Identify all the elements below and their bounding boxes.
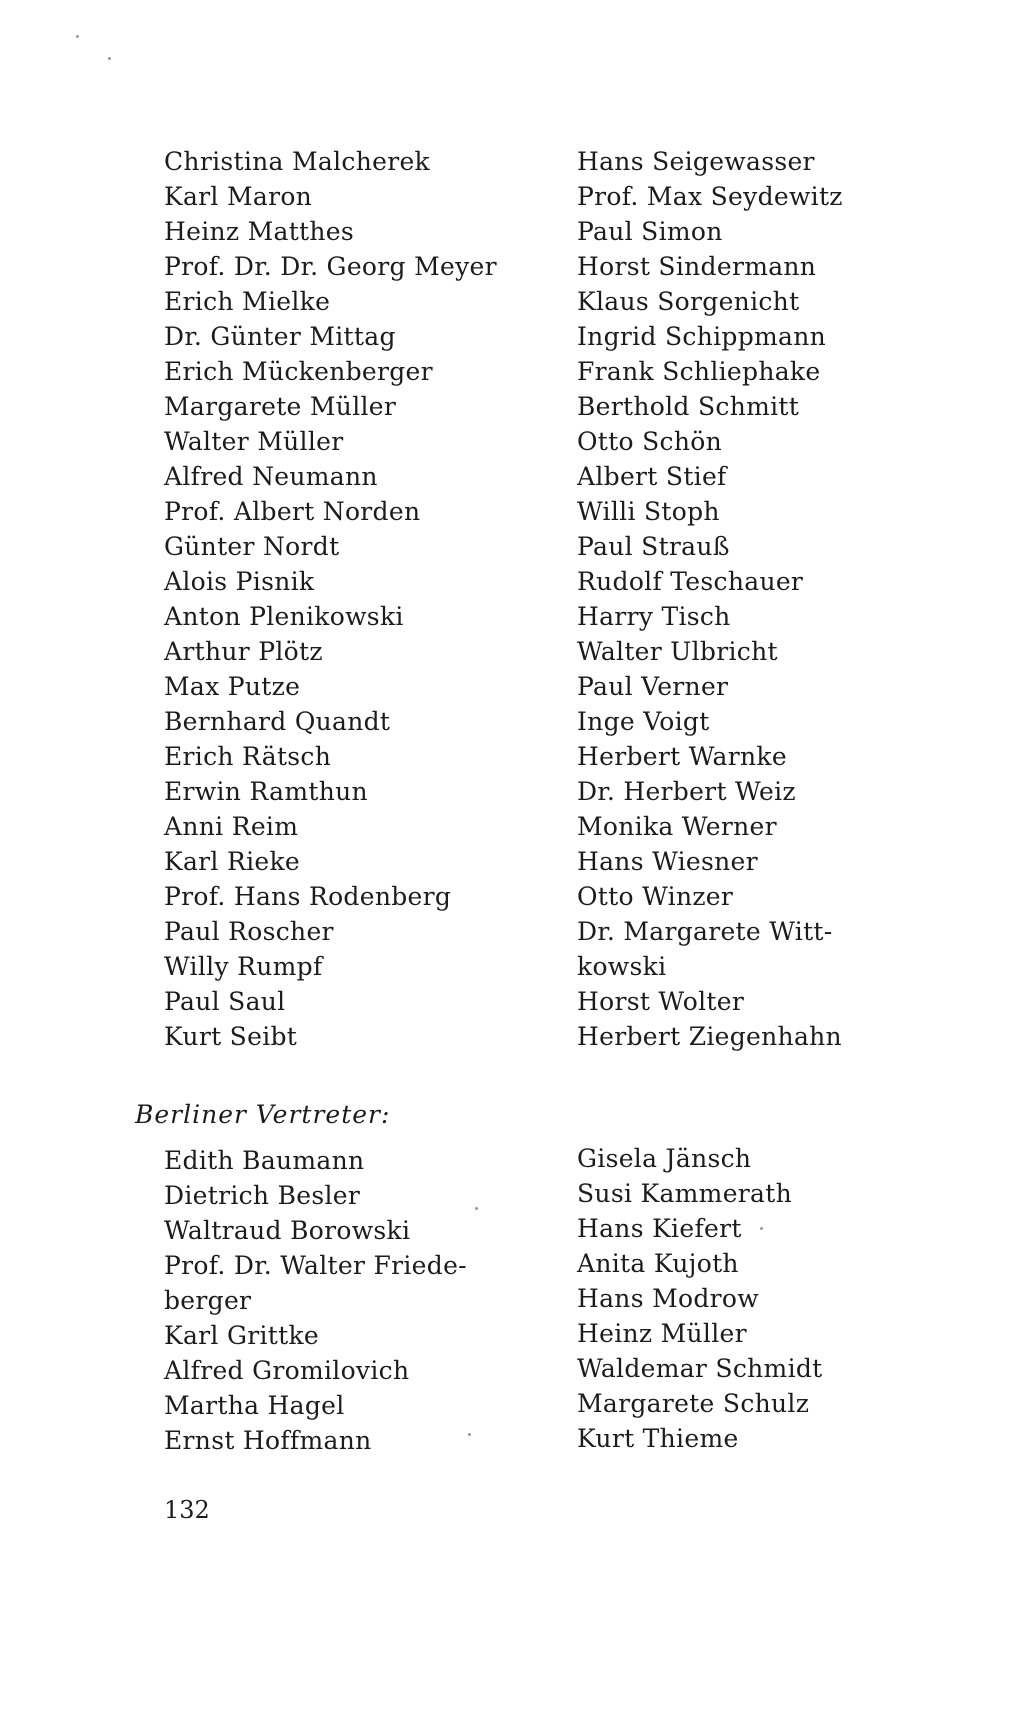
name-entry: Margarete Müller — [164, 392, 397, 421]
name-entry: Erich Rätsch — [164, 742, 332, 771]
name-entry: Horst Wolter — [577, 987, 745, 1016]
name-entry: Karl Grittke — [164, 1321, 320, 1350]
name-entry: Anni Reim — [164, 812, 299, 841]
name-entry: Willy Rumpf — [164, 952, 323, 981]
name-entry: Paul Saul — [164, 987, 286, 1016]
name-entry: Kurt Thieme — [577, 1424, 739, 1453]
page-number: 132 — [164, 1496, 210, 1524]
name-entry: Albert Stief — [577, 462, 727, 491]
name-entry: Waltraud Borowski — [164, 1216, 411, 1245]
name-entry: Martha Hagel — [164, 1391, 345, 1420]
name-entry: Arthur Plötz — [164, 637, 323, 666]
name-entry: Horst Sindermann — [577, 252, 817, 281]
name-entry: Karl Rieke — [164, 847, 301, 876]
berlin-right-name-column — [577, 1141, 823, 1456]
name-entry: Hans Seigewasser — [577, 147, 815, 176]
name-entry: Dr. Herbert Weiz — [577, 777, 796, 806]
top-right-name-column — [577, 144, 843, 1054]
name-entry: Anton Plenikowski — [164, 602, 404, 631]
top-left-name-column — [164, 144, 497, 1054]
name-entry: Günter Nordt — [164, 532, 340, 561]
name-entry: Harry Tisch — [577, 602, 731, 631]
scan-speck — [76, 35, 79, 38]
berlin-section-heading: Berliner Vertreter: — [135, 1100, 391, 1129]
name-entry: Susi Kammerath — [577, 1179, 792, 1208]
name-entry: Hans Wiesner — [577, 847, 758, 876]
name-entry: Walter Ulbricht — [577, 637, 778, 666]
name-entry: Heinz Matthes — [164, 217, 355, 246]
name-entry: Hans Kiefert — [577, 1214, 742, 1243]
name-entry: Waldemar Schmidt — [577, 1354, 823, 1383]
name-entry: Erich Mückenberger — [164, 357, 433, 386]
name-entry: Erich Mielke — [164, 287, 331, 316]
name-entry: Rudolf Teschauer — [577, 567, 804, 596]
name-entry: Karl Maron — [164, 182, 313, 211]
name-entry: Alfred Gromilovich — [164, 1356, 410, 1385]
name-entry: Ingrid Schippmann — [577, 322, 827, 351]
name-entry: Paul Verner — [577, 672, 729, 701]
name-entry: Gisela Jänsch — [577, 1144, 752, 1173]
name-entry: Herbert Ziegenhahn — [577, 1022, 842, 1051]
name-entry: Berthold Schmitt — [577, 392, 800, 421]
name-entry: Hans Modrow — [577, 1284, 759, 1313]
name-entry: Monika Werner — [577, 812, 777, 841]
name-entry: Bernhard Quandt — [164, 707, 391, 736]
name-entry: Herbert Warnke — [577, 742, 787, 771]
name-entry: Heinz Müller — [577, 1319, 747, 1348]
name-entry: Alfred Neumann — [164, 462, 378, 491]
name-entry: kowski — [577, 952, 667, 981]
name-entry: Klaus Sorgenicht — [577, 287, 800, 316]
name-entry: Walter Müller — [164, 427, 344, 456]
scan-speck — [108, 57, 111, 60]
name-entry: Inge Voigt — [577, 707, 710, 736]
name-entry: Alois Pisnik — [164, 567, 315, 596]
name-entry: Ernst Hoffmann — [164, 1426, 372, 1455]
name-entry: Paul Simon — [577, 217, 723, 246]
name-entry: Anita Kujoth — [577, 1249, 739, 1278]
name-entry: Prof. Max Seydewitz — [577, 182, 843, 211]
name-entry: Frank Schliephake — [577, 357, 821, 386]
name-entry: Christina Malcherek — [164, 147, 430, 176]
name-entry: Prof. Dr. Walter Friede- — [164, 1251, 467, 1280]
name-entry: Margarete Schulz — [577, 1389, 810, 1418]
name-entry: Erwin Ramthun — [164, 777, 368, 806]
name-entry: Paul Strauß — [577, 532, 730, 561]
berlin-left-name-column — [164, 1143, 467, 1458]
name-entry: berger — [164, 1286, 252, 1315]
name-entry: Max Putze — [164, 672, 301, 701]
name-entry: Otto Winzer — [577, 882, 734, 911]
name-entry: Paul Roscher — [164, 917, 334, 946]
name-entry: Willi Stoph — [577, 497, 720, 526]
scan-speck — [468, 1433, 471, 1436]
name-entry: Otto Schön — [577, 427, 722, 456]
scan-speck — [475, 1207, 478, 1210]
name-entry: Dietrich Besler — [164, 1181, 361, 1210]
name-entry: Dr. Margarete Witt- — [577, 917, 833, 946]
name-entry: Prof. Dr. Dr. Georg Meyer — [164, 252, 497, 281]
name-entry: Prof. Hans Rodenberg — [164, 882, 452, 911]
name-entry: Kurt Seibt — [164, 1022, 298, 1051]
name-entry: Prof. Albert Norden — [164, 497, 421, 526]
name-entry: Dr. Günter Mittag — [164, 322, 396, 351]
name-entry: Edith Baumann — [164, 1146, 365, 1175]
